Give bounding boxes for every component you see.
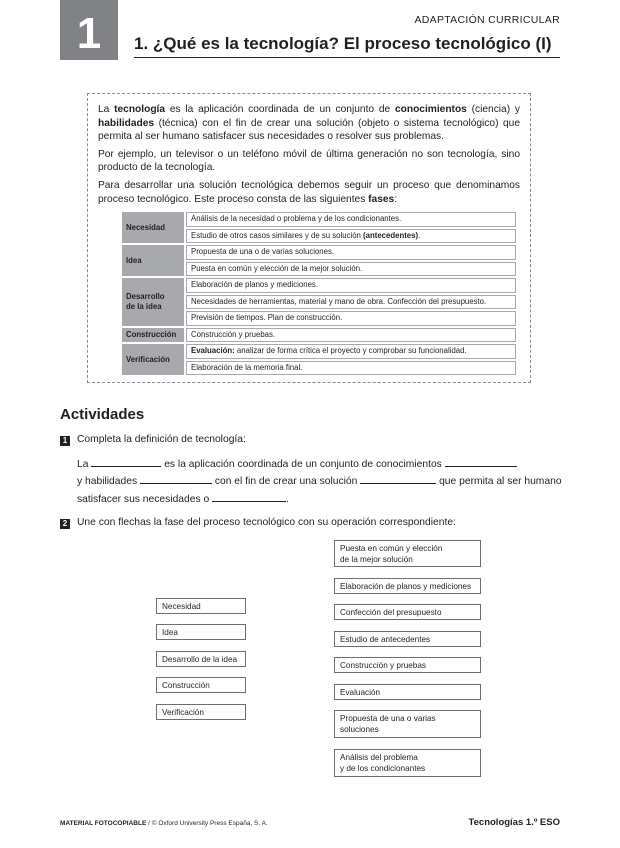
phases-table bbox=[120, 210, 518, 377]
phase-operation: Propuesta de una o de varias soluciones. bbox=[186, 245, 516, 260]
unit-number: 1 bbox=[76, 9, 102, 58]
blank-field[interactable] bbox=[445, 458, 517, 467]
match-operation[interactable]: Evaluación bbox=[334, 684, 481, 700]
footer-book-title: Tecnologías 1.º ESO bbox=[468, 817, 560, 828]
match-operation[interactable]: Construcción y pruebas bbox=[334, 657, 481, 673]
phase-construccion: Construcción bbox=[122, 328, 184, 343]
phase-operation: Elaboración de planos y mediciones. bbox=[186, 278, 516, 293]
match-operation[interactable]: Confección del presupuesto bbox=[334, 604, 481, 620]
process-paragraph: Para desarrollar una solución tecnológica debemos seguir un proceso que denominamos proceso tecnológico. Este proceso consta de las siguientes fases: bbox=[98, 179, 520, 205]
question-number: 2 bbox=[60, 519, 70, 529]
phase-operation: Puesta en común y elección de la mejor solución. bbox=[186, 262, 516, 277]
match-phase-necesidad[interactable]: Necesidad bbox=[156, 598, 246, 614]
phase-operation: Evaluación: analizar de forma crítica el proyecto y comprobar su funcionalidad. bbox=[186, 344, 516, 359]
phase-operation: Elaboración de la memoria final. bbox=[186, 361, 516, 376]
match-operation[interactable]: Elaboración de planos y mediciones bbox=[334, 578, 481, 594]
phase-operation: Necesidades de herramientas, material y mano de obra. Confección del presupuesto. bbox=[186, 295, 516, 310]
phase-verificacion: Verificación bbox=[122, 344, 184, 375]
fill-line-1: La es la aplicación coordinada de un conjunto de conocimientos bbox=[77, 458, 517, 471]
phase-operation: Construcción y pruebas. bbox=[186, 328, 516, 343]
match-phase-desarrollo[interactable]: Desarrollo de la idea bbox=[156, 651, 246, 667]
blank-field[interactable] bbox=[140, 475, 212, 484]
question-2 bbox=[60, 516, 456, 529]
match-operation[interactable]: Propuesta de una o varias soluciones bbox=[334, 710, 481, 738]
blank-field[interactable] bbox=[91, 458, 161, 467]
definition-box bbox=[87, 93, 531, 383]
match-operation[interactable]: Puesta en común y elección de la mejor solución bbox=[334, 540, 481, 567]
page-title: 1. ¿Qué es la tecnología? El proceso tecnológico (I) bbox=[134, 34, 560, 58]
activities-heading: Actividades bbox=[60, 406, 145, 423]
fill-line-2: y habilidades con el fin de crear una solución que permita al ser humano bbox=[77, 476, 562, 487]
section-kicker: ADAPTACIÓN CURRICULAR bbox=[414, 14, 560, 26]
question-text: Une con flechas la fase del proceso tecnológico con su operación correspondiente: bbox=[77, 517, 456, 528]
blank-field[interactable] bbox=[360, 475, 436, 484]
phase-operation: Análisis de la necesidad o problema y de los condicionantes. bbox=[186, 212, 516, 227]
match-operation[interactable]: Estudio de antecedentes bbox=[334, 631, 481, 647]
phase-necesidad: Necesidad bbox=[122, 212, 184, 243]
phase-operation: Previsión de tiempos. Plan de construcción. bbox=[186, 311, 516, 326]
unit-number-badge bbox=[60, 0, 118, 60]
definition-paragraph: La tecnología es la aplicación coordinada de un conjunto de conocimientos (ciencia) y habilidades (técnica) con el fin de crear una solución (objeto o sistema tecnológico) que permita al ser humano satisfacer sus necesidades o resolver sus problemas. bbox=[98, 104, 520, 143]
example-paragraph: Por ejemplo, un televisor o un teléfono móvil de última generación no son tecnología, sino producto de la tecnología. bbox=[98, 148, 520, 174]
phase-operation: Estudio de otros casos similares y de su solución (antecedentes). bbox=[186, 229, 516, 244]
question-number: 1 bbox=[60, 436, 70, 446]
question-text: Completa la definición de tecnología: bbox=[77, 434, 246, 445]
match-phase-idea[interactable]: Idea bbox=[156, 624, 246, 640]
match-phase-construccion[interactable]: Construcción bbox=[156, 677, 246, 693]
match-operation[interactable]: Análisis del problema y de los condicionantes bbox=[334, 749, 481, 777]
fill-line-3: satisfacer sus necesidades o . bbox=[77, 494, 289, 505]
blank-field[interactable] bbox=[212, 493, 286, 502]
match-phase-verificacion[interactable]: Verificación bbox=[156, 704, 246, 720]
footer-copyright: MATERIAL FOTOCOPIABLE / © Oxford University Press España, S. A. bbox=[60, 820, 268, 827]
question-1 bbox=[60, 433, 246, 446]
phase-idea: Idea bbox=[122, 245, 184, 276]
phase-desarrollo: Desarrollo de la idea bbox=[122, 278, 184, 326]
